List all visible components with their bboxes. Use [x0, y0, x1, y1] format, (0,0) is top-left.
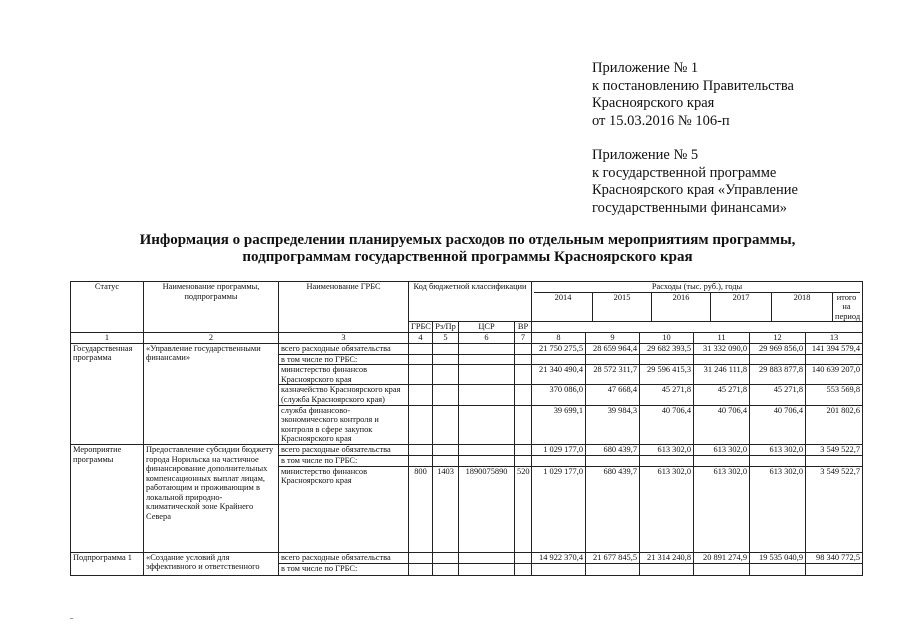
row-rzpr-code — [433, 365, 459, 385]
row-rzpr-code — [433, 552, 459, 563]
value-2018: 613 302,0 — [750, 444, 806, 455]
row-vr-code — [515, 552, 532, 563]
value-2015: 21 677 845,5 — [586, 552, 640, 563]
row-vr-code — [515, 455, 532, 466]
value-2018: 19 535 040,9 — [750, 552, 806, 563]
header-budget-code: Код бюджетной классификации — [409, 282, 532, 322]
row-grbs-name: всего расходные обязательства — [279, 444, 409, 455]
col-number: 3 — [279, 332, 409, 343]
appendix-5-line: к государственной программе — [592, 164, 777, 181]
row-rzpr-code — [433, 354, 459, 365]
value-2016: 29 682 393,5 — [640, 343, 694, 354]
row-rzpr-code — [433, 343, 459, 354]
value-2018: 40 706,4 — [750, 405, 806, 444]
column-number-row — [71, 332, 863, 343]
row-vr-code — [515, 405, 532, 444]
value-2015: 47 668,4 — [586, 385, 640, 405]
row-grbs-name: в том числе по ГРБС: — [279, 455, 409, 466]
row-csr-code — [459, 385, 515, 405]
value-2016 — [640, 455, 694, 466]
row-program-name: «Создание условий для эффективного и ответственного — [144, 552, 279, 575]
appendix-5-line: Приложение № 5 — [592, 147, 699, 163]
row-program-name: «Управление государственными финансами» — [144, 343, 279, 444]
row-program-name: Предоставление субсидии бюджету города Норильска на частичное финансирование дополнительных компенсационных выплат лицам, работающим и проживающим в локальной природно-климатической зоне Крайнего Севера — [144, 444, 279, 552]
value-2017: 40 706,4 — [694, 405, 750, 444]
row-status: Подпрограмма 1 — [71, 552, 144, 575]
value-2018: 29 969 856,0 — [750, 343, 806, 354]
value-2017: 613 302,0 — [694, 444, 750, 455]
value-total — [806, 354, 863, 365]
row-rzpr-code — [433, 405, 459, 444]
title-line-2: подпрограммам государственной программы Красноярского края — [242, 249, 693, 265]
header-year-spacer — [532, 322, 863, 333]
col-number: 12 — [750, 332, 806, 343]
value-2017: 31 246 111,8 — [694, 365, 750, 385]
row-grbs-code — [409, 354, 433, 365]
value-total — [806, 563, 863, 575]
value-2017: 31 332 090,0 — [694, 343, 750, 354]
col-number: 1 — [71, 332, 144, 343]
value-total: 140 639 207,0 — [806, 365, 863, 385]
row-grbs-name: всего расходные обязательства — [279, 343, 409, 354]
appendix-1-block — [592, 60, 892, 130]
row-rzpr-code — [433, 444, 459, 455]
value-2015: 680 439,7 — [586, 466, 640, 552]
row-vr-code — [515, 563, 532, 575]
header-row-1 — [71, 282, 863, 322]
scan-artifact — [70, 618, 73, 619]
row-grbs-code — [409, 343, 433, 354]
value-2017: 45 271,8 — [694, 385, 750, 405]
row-csr-code — [459, 444, 515, 455]
value-2014: 39 699,1 — [532, 405, 586, 444]
value-2017 — [694, 455, 750, 466]
value-2015 — [586, 563, 640, 575]
col-number: 9 — [586, 332, 640, 343]
row-grbs-name: министерство финансов Красноярского края — [279, 466, 409, 552]
header-year-2014: 2014 — [534, 292, 593, 321]
col-number: 7 — [515, 332, 532, 343]
appendix-1-line: к постановлению Правительства — [592, 77, 794, 94]
value-2016 — [640, 354, 694, 365]
header-vr: ВР — [515, 322, 532, 333]
col-number: 5 — [433, 332, 459, 343]
header-expenses — [532, 282, 863, 322]
row-csr-code — [459, 405, 515, 444]
value-2018: 29 883 877,8 — [750, 365, 806, 385]
table-row — [71, 343, 863, 354]
value-2018: 45 271,8 — [750, 385, 806, 405]
row-csr-code — [459, 563, 515, 575]
row-grbs-code — [409, 365, 433, 385]
col-number: 2 — [144, 332, 279, 343]
row-grbs-code — [409, 563, 433, 575]
value-2018 — [750, 563, 806, 575]
row-grbs-name: служба финансово-экономического контроля и контроля в сфере закупок Красноярского края — [279, 405, 409, 444]
document-title — [110, 232, 825, 266]
value-total: 3 549 522,7 — [806, 466, 863, 552]
value-2016: 29 596 415,3 — [640, 365, 694, 385]
value-2018 — [750, 354, 806, 365]
value-2014: 1 029 177,0 — [532, 466, 586, 552]
header-csr: ЦСР — [459, 322, 515, 333]
value-2015: 28 572 311,7 — [586, 365, 640, 385]
row-vr-code — [515, 354, 532, 365]
value-total: 141 394 579,4 — [806, 343, 863, 354]
header-year-2018: 2018 — [772, 292, 833, 321]
col-number: 6 — [459, 332, 515, 343]
value-2017 — [694, 354, 750, 365]
row-rzpr-code — [433, 563, 459, 575]
row-csr-code: 1890075890 — [459, 466, 515, 552]
table-row — [71, 552, 863, 563]
value-total: 98 340 772,5 — [806, 552, 863, 563]
row-vr-code — [515, 385, 532, 405]
value-2017: 20 891 274,9 — [694, 552, 750, 563]
row-csr-code — [459, 365, 515, 385]
value-2014: 370 086,0 — [532, 385, 586, 405]
row-status: Мероприятие программы — [71, 444, 144, 552]
row-vr-code — [515, 343, 532, 354]
row-grbs-code — [409, 405, 433, 444]
header-total: итого на период — [833, 292, 861, 321]
row-rzpr-code — [433, 385, 459, 405]
value-2014 — [532, 455, 586, 466]
row-grbs-name: казначейство Красноярского края (служба Красноярского края) — [279, 385, 409, 405]
col-number: 8 — [532, 332, 586, 343]
value-2017 — [694, 563, 750, 575]
value-2014: 14 922 370,4 — [532, 552, 586, 563]
col-number: 13 — [806, 332, 863, 343]
header-program-name: Наименование программы, подпрограммы — [144, 282, 279, 333]
row-vr-code — [515, 444, 532, 455]
header-grbs-name: Наименование ГРБС — [279, 282, 409, 333]
value-2016: 613 302,0 — [640, 466, 694, 552]
row-vr-code: 520 — [515, 466, 532, 552]
budget-table — [70, 281, 863, 576]
title-line-1: Информация о распределении планируемых расходов по отдельным мероприятиям программы, — [139, 232, 796, 248]
appendix-5-line: государственными финансами» — [592, 199, 787, 216]
row-grbs-code — [409, 455, 433, 466]
value-2015: 39 984,3 — [586, 405, 640, 444]
col-number: 11 — [694, 332, 750, 343]
header-status: Статус — [71, 282, 144, 333]
value-2016: 613 302,0 — [640, 444, 694, 455]
row-grbs-name: министерство финансов Красноярского края — [279, 365, 409, 385]
row-rzpr-code: 1403 — [433, 466, 459, 552]
value-2015: 680 439,7 — [586, 444, 640, 455]
value-2018 — [750, 455, 806, 466]
value-2014: 1 029 177,0 — [532, 444, 586, 455]
row-csr-code — [459, 552, 515, 563]
value-2016: 45 271,8 — [640, 385, 694, 405]
row-grbs-code — [409, 552, 433, 563]
value-2015 — [586, 455, 640, 466]
value-total: 553 569,8 — [806, 385, 863, 405]
value-2015: 28 659 964,4 — [586, 343, 640, 354]
row-grbs-name: всего расходные обязательства — [279, 552, 409, 563]
appendix-1-line: Красноярского края — [592, 95, 715, 111]
header-year-2017: 2017 — [711, 292, 772, 321]
value-2016: 40 706,4 — [640, 405, 694, 444]
row-status: Государственная программа — [71, 343, 144, 444]
row-csr-code — [459, 354, 515, 365]
header-year-2016: 2016 — [652, 292, 711, 321]
appendix-1-line: Приложение № 1 — [592, 60, 699, 76]
header-year-2015: 2015 — [593, 292, 652, 321]
appendix-5-block — [592, 147, 892, 217]
row-csr-code — [459, 343, 515, 354]
value-total — [806, 455, 863, 466]
value-2014: 21 340 490,4 — [532, 365, 586, 385]
value-2014: 21 750 275,5 — [532, 343, 586, 354]
appendix-5-line: Красноярского края «Управление — [592, 182, 798, 198]
col-number: 10 — [640, 332, 694, 343]
table-row — [71, 444, 863, 455]
value-2015 — [586, 354, 640, 365]
row-csr-code — [459, 455, 515, 466]
value-2014 — [532, 354, 586, 365]
row-grbs-code — [409, 444, 433, 455]
value-2017: 613 302,0 — [694, 466, 750, 552]
row-grbs-name: в том числе по ГРБС: — [279, 563, 409, 575]
appendix-1-line: от 15.03.2016 № 106-п — [592, 112, 730, 129]
header-expenses-label: Расходы (тыс. руб.), годы — [651, 282, 743, 291]
value-2018: 613 302,0 — [750, 466, 806, 552]
year-header-table — [534, 292, 860, 322]
value-2016 — [640, 563, 694, 575]
row-rzpr-code — [433, 455, 459, 466]
row-grbs-code: 800 — [409, 466, 433, 552]
header-rzpr: Рз/Пр — [433, 322, 459, 333]
value-2016: 21 314 240,8 — [640, 552, 694, 563]
col-number: 4 — [409, 332, 433, 343]
value-2014 — [532, 563, 586, 575]
row-grbs-code — [409, 385, 433, 405]
budget-table-body — [71, 343, 863, 575]
row-grbs-name: в том числе по ГРБС: — [279, 354, 409, 365]
header-grbs: ГРБС — [409, 322, 433, 333]
value-total: 3 549 522,7 — [806, 444, 863, 455]
row-vr-code — [515, 365, 532, 385]
value-total: 201 802,6 — [806, 405, 863, 444]
